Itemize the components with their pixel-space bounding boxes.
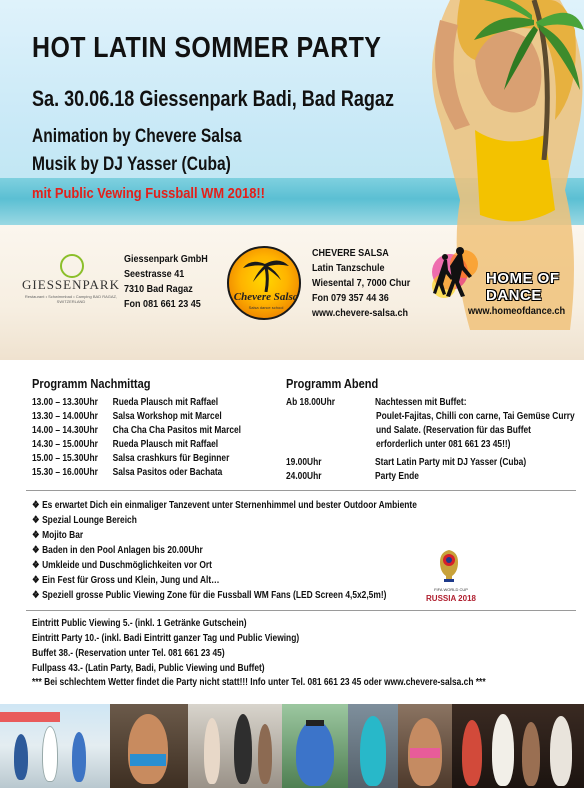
- public-viewing-note: mit Public Vewing Fussball WM 2018!!: [32, 185, 265, 202]
- music-credit: Musik by DJ Yasser (Cuba): [32, 154, 231, 175]
- bullet-icon: ❖: [32, 575, 40, 586]
- divider: [26, 610, 576, 611]
- party-photo: [282, 704, 348, 788]
- list-item: Eintritt Public Viewing 5.- (inkl. 1 Getränke Gutschein): [32, 618, 247, 629]
- list-item: ❖ Baden in den Pool Anlagen bis 20.00Uhr: [32, 545, 203, 556]
- party-photo: [452, 704, 584, 788]
- list-item: Ab 18.00Uhr Nachtessen mit Buffet:: [286, 397, 467, 408]
- bullet-icon: ❖: [32, 560, 40, 571]
- party-photo: [110, 704, 188, 788]
- bullet-icon: ❖: [32, 530, 40, 541]
- bullet-icon: ❖: [32, 515, 40, 526]
- list-item: 15.30 – 16.00Uhr Salsa Pasitos oder Bachata: [32, 467, 223, 478]
- buffet-details: Poulet-Fajitas, Chilli con carne, Tai Gemüse Curry und Salate. (Reservation für das Buffet erforderlich unter 081 661 23 45!!): [376, 411, 575, 450]
- weather-notice: *** Bei schlechtem Wetter findet die Party nicht statt!!! Info unter Tel. 081 661 23 45 oder www.chevere-salsa.ch ***: [32, 677, 486, 688]
- list-item: 14.30 – 15.00Uhr Rueda Plausch mit Raffael: [32, 439, 219, 450]
- bullet-icon: ❖: [32, 545, 40, 556]
- giessenpark-logo: GIESSENPARK Restaurant • Schwimmbad • Camping BAD RAGAZ, SWITZERLAND: [16, 254, 116, 304]
- giessenpark-leaf-icon: [60, 254, 84, 278]
- list-item: ❖ Spezial Lounge Bereich: [32, 515, 137, 526]
- list-item: 24.00Uhr Party Ende: [286, 471, 419, 482]
- list-item: 13.30 – 14.00Uhr Salsa Workshop mit Marcel: [32, 411, 222, 422]
- hero-banner: [0, 0, 584, 360]
- list-item: 19.00Uhr Start Latin Party mit DJ Yasser (Cuba): [286, 457, 527, 468]
- list-item: ❖ Ein Fest für Gross und Klein, Jung und Alt…: [32, 575, 220, 586]
- list-item: Fullpass 43.- (Latin Party, Badi, Public Viewing und Buffet): [32, 663, 265, 674]
- palm-icon: [243, 256, 289, 292]
- list-item: ❖ Umkleide und Duschmöglichkeiten vor Ort: [32, 560, 212, 571]
- list-item: 15.00 – 15.30Uhr Salsa crashkurs für Beginner: [32, 453, 230, 464]
- list-item: 14.00 – 14.30Uhr Cha Cha Cha Pasitos mit Marcel: [32, 425, 242, 436]
- list-item: ❖ Es erwartet Dich ein einmaliger Tanzevent unter Sternenhimmel und bester Outdoor Ambiente: [32, 500, 417, 511]
- list-item: Eintritt Party 10.- (inkl. Badi Eintritt ganzer Tag und Public Viewing): [32, 633, 300, 644]
- party-photo: [398, 704, 452, 788]
- bullet-icon: ❖: [32, 500, 40, 511]
- party-photo: [188, 704, 282, 788]
- party-photo: [348, 704, 398, 788]
- list-item: ❖ Mojito Bar: [32, 530, 84, 541]
- photo-strip: [0, 704, 584, 788]
- home-of-dance-logo: HOME OF DANCE: [430, 246, 580, 304]
- animation-credit: Animation by Chevere Salsa: [32, 126, 242, 147]
- list-item: ❖ Speziell grosse Public Viewing Zone für die Fussball WM Fans (LED Screen 4,5x2,5m!): [32, 590, 387, 601]
- chevere-salsa-address: CHEVERE SALSA Latin Tanzschule Wiesental 7, 7000 Chur Fon 079 357 44 36 www.chevere-salsa.ch: [312, 247, 411, 319]
- home-of-dance-website: www.homeofdance.ch: [468, 305, 566, 317]
- event-date-location: Sa. 30.06.18 Giessenpark Badi, Bad Ragaz: [32, 86, 394, 111]
- bullet-icon: ❖: [32, 590, 40, 601]
- palm-tree-icon: [474, 0, 584, 160]
- giessenpark-address: Giessenpark GmbH Seestrasse 41 7310 Bad Ragaz Fon 081 661 23 45: [124, 253, 208, 310]
- programm-nachmittag-heading: Programm Nachmittag: [32, 376, 151, 391]
- chevere-salsa-logo: Chevere Salsa Salsa dance school: [227, 246, 301, 320]
- divider: [26, 490, 576, 491]
- world-cup-logo: FIFA WORLD CUP RUSSIA 2018: [420, 550, 482, 608]
- event-title: HOT LATIN SOMMER PARTY: [32, 32, 382, 64]
- list-item: Buffet 38.- (Reservation unter Tel. 081 661 23 45): [32, 648, 225, 659]
- world-cup-trophy-icon: [438, 550, 460, 582]
- party-photo: [0, 704, 110, 788]
- programm-abend-heading: Programm Abend: [286, 376, 379, 391]
- list-item: 13.00 – 13.30Uhr Rueda Plausch mit Raffael: [32, 397, 219, 408]
